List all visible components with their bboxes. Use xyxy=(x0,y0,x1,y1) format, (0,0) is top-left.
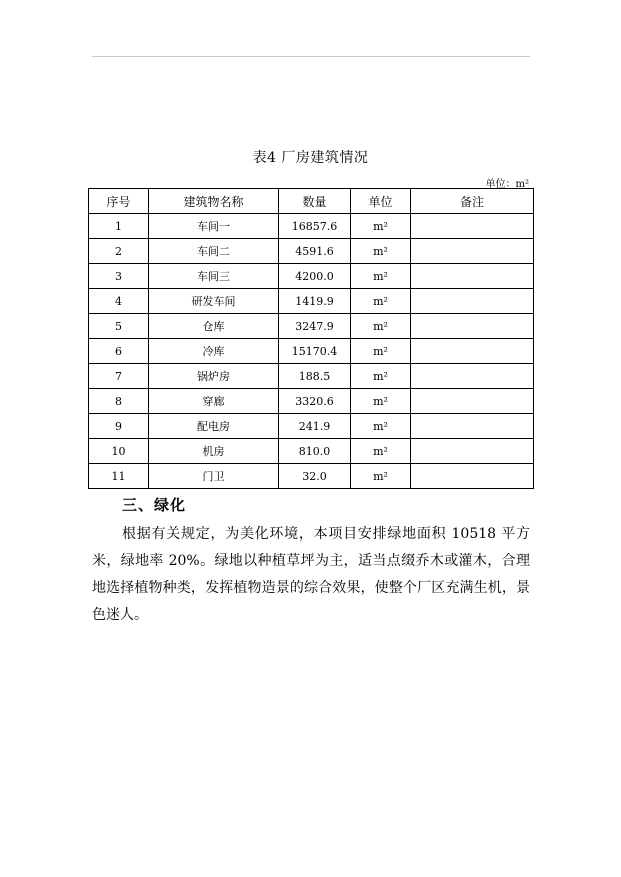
cell-note xyxy=(411,339,534,364)
unit-note: 单位：m² xyxy=(485,179,529,190)
table-row xyxy=(89,314,534,339)
cell-unit: m² xyxy=(351,364,411,389)
cell-qty: 3247.9 xyxy=(279,314,351,339)
cell-qty: 241.9 xyxy=(279,414,351,439)
cell-no: 5 xyxy=(89,314,149,339)
cell-qty: 810.0 xyxy=(279,439,351,464)
cell-name: 机房 xyxy=(149,439,279,464)
cell-qty: 15170.4 xyxy=(279,339,351,364)
body-paragraph: 根据有关规定，为美化环境，本项目安排绿地面积 10518 平方米，绿地率 20%。绿地以种植草坪为主，适当点缀乔木或灌木，合理地选择植物种类，发挥植物造景的综合效果，使整个厂区充满生机，景色迷人。 xyxy=(92,526,530,623)
cell-no: 8 xyxy=(89,389,149,414)
cell-note xyxy=(411,464,534,489)
building-table xyxy=(88,188,534,489)
cell-unit: m² xyxy=(351,214,411,239)
cell-unit: m² xyxy=(351,389,411,414)
cell-qty: 188.5 xyxy=(279,364,351,389)
table-row xyxy=(89,289,534,314)
cell-note xyxy=(411,439,534,464)
cell-name: 冷库 xyxy=(149,339,279,364)
cell-note xyxy=(411,364,534,389)
cell-name: 车间二 xyxy=(149,239,279,264)
cell-name: 车间三 xyxy=(149,264,279,289)
cell-name: 配电房 xyxy=(149,414,279,439)
cell-no: 10 xyxy=(89,439,149,464)
cell-no: 9 xyxy=(89,414,149,439)
cell-no: 3 xyxy=(89,264,149,289)
section-heading: 三、绿化 xyxy=(122,496,187,514)
cell-no: 1 xyxy=(89,214,149,239)
cell-unit: m² xyxy=(351,439,411,464)
cell-no: 11 xyxy=(89,464,149,489)
table-title: 表4 厂房建筑情况 xyxy=(252,150,369,166)
table-header-row xyxy=(89,189,534,214)
cell-note xyxy=(411,214,534,239)
table-row xyxy=(89,464,534,489)
cell-unit: m² xyxy=(351,464,411,489)
header-no: 序号 xyxy=(89,189,149,214)
cell-no: 4 xyxy=(89,289,149,314)
table-row xyxy=(89,339,534,364)
table-row xyxy=(89,264,534,289)
cell-qty: 1419.9 xyxy=(279,289,351,314)
header-note: 备注 xyxy=(411,189,534,214)
header-unit: 单位 xyxy=(351,189,411,214)
table-row xyxy=(89,239,534,264)
cell-qty: 32.0 xyxy=(279,464,351,489)
cell-name: 门卫 xyxy=(149,464,279,489)
cell-qty: 3320.6 xyxy=(279,389,351,414)
cell-unit: m² xyxy=(351,264,411,289)
cell-note xyxy=(411,389,534,414)
cell-note xyxy=(411,289,534,314)
cell-unit: m² xyxy=(351,314,411,339)
cell-name: 仓库 xyxy=(149,314,279,339)
cell-note xyxy=(411,264,534,289)
cell-no: 7 xyxy=(89,364,149,389)
table-row xyxy=(89,439,534,464)
table-row xyxy=(89,364,534,389)
cell-no: 6 xyxy=(89,339,149,364)
cell-name: 研发车间 xyxy=(149,289,279,314)
header-qty: 数量 xyxy=(279,189,351,214)
cell-unit: m² xyxy=(351,339,411,364)
cell-note xyxy=(411,239,534,264)
table-row xyxy=(89,389,534,414)
cell-note xyxy=(411,414,534,439)
cell-name: 锅炉房 xyxy=(149,364,279,389)
table-row xyxy=(89,214,534,239)
cell-unit: m² xyxy=(351,414,411,439)
cell-no: 2 xyxy=(89,239,149,264)
table-row xyxy=(89,414,534,439)
cell-unit: m² xyxy=(351,289,411,314)
cell-name: 车间一 xyxy=(149,214,279,239)
page-header-rule xyxy=(92,56,530,57)
cell-qty: 4200.0 xyxy=(279,264,351,289)
header-name: 建筑物名称 xyxy=(149,189,279,214)
cell-qty: 4591.6 xyxy=(279,239,351,264)
cell-note xyxy=(411,314,534,339)
cell-qty: 16857.6 xyxy=(279,214,351,239)
cell-unit: m² xyxy=(351,239,411,264)
cell-name: 穿廊 xyxy=(149,389,279,414)
